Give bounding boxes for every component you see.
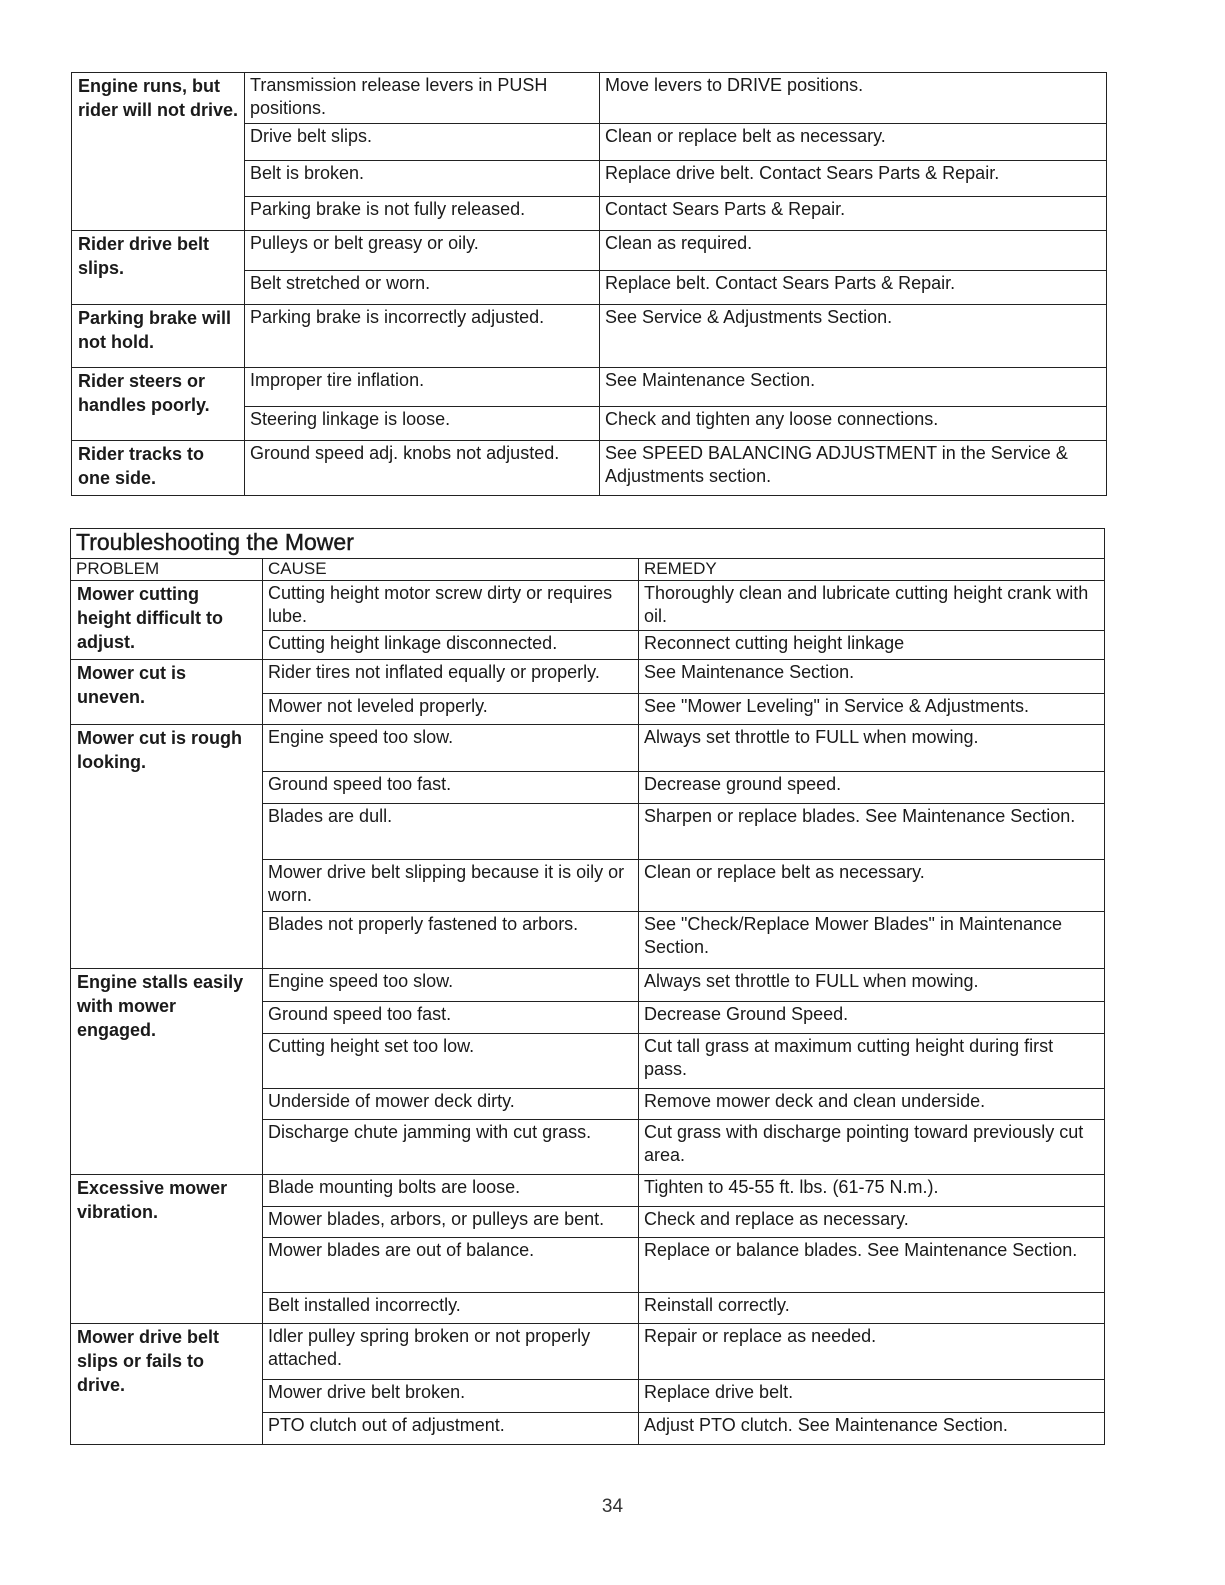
- remedy-cell: Adjust PTO clutch. See Maintenance Section.: [639, 1413, 1105, 1445]
- cause-cell: Mower blades are out of balance.: [263, 1238, 639, 1293]
- problem-cell: Mower cut is uneven.: [71, 660, 263, 725]
- remedy-cell: See "Mower Leveling" in Service & Adjustments.: [639, 694, 1105, 725]
- cause-cell: Parking brake is not fully released.: [245, 197, 600, 231]
- remedy-cell: Decrease ground speed.: [639, 772, 1105, 804]
- problem-cell: Engine runs, but rider will not drive.: [72, 73, 245, 231]
- cause-cell: Blades are dull.: [263, 804, 639, 860]
- table-row: [71, 1324, 1105, 1380]
- cause-cell: Engine speed too slow.: [263, 725, 639, 772]
- remedy-cell: Contact Sears Parts & Repair.: [600, 197, 1107, 231]
- problem-cell: Mower cut is rough looking.: [71, 725, 263, 969]
- cause-cell: Blades not properly fastened to arbors.: [263, 912, 639, 969]
- table-row: [71, 1175, 1105, 1207]
- problem-cell: Mower cutting height difficult to adjust.: [71, 581, 263, 660]
- remedy-cell: Always set throttle to FULL when mowing.: [639, 725, 1105, 772]
- problem-cell: Parking brake will not hold.: [72, 305, 245, 368]
- table-header-row: [71, 559, 1105, 581]
- remedy-cell: See Maintenance Section.: [600, 368, 1107, 407]
- rider-troubleshooting-table: [71, 72, 1107, 496]
- cause-cell: Steering linkage is loose.: [245, 407, 600, 441]
- header-problem: PROBLEM: [71, 559, 263, 581]
- cause-cell: Underside of mower deck dirty.: [263, 1089, 639, 1120]
- remedy-cell: Reinstall correctly.: [639, 1293, 1105, 1324]
- problem-cell: Rider drive belt slips.: [72, 231, 245, 305]
- cause-cell: PTO clutch out of adjustment.: [263, 1413, 639, 1445]
- remedy-cell: Replace drive belt. Contact Sears Parts & Repair.: [600, 161, 1107, 197]
- table-row: [72, 305, 1107, 368]
- remedy-cell: Reconnect cutting height linkage: [639, 631, 1105, 660]
- cause-cell: Mower blades, arbors, or pulleys are bent.: [263, 1207, 639, 1238]
- problem-cell: Engine stalls easily with mower engaged.: [71, 969, 263, 1175]
- cause-cell: Improper tire inflation.: [245, 368, 600, 407]
- cause-cell: Engine speed too slow.: [263, 969, 639, 1002]
- remedy-cell: See SPEED BALANCING ADJUSTMENT in the Service & Adjustments section.: [600, 441, 1107, 496]
- cause-cell: Belt is broken.: [245, 161, 600, 197]
- remedy-cell: Always set throttle to FULL when mowing.: [639, 969, 1105, 1002]
- remedy-cell: Cut grass with discharge pointing toward previously cut area.: [639, 1120, 1105, 1175]
- table-row: [71, 969, 1105, 1002]
- table-row: [71, 725, 1105, 772]
- cause-cell: Ground speed too fast.: [263, 772, 639, 804]
- cause-cell: Discharge chute jamming with cut grass.: [263, 1120, 639, 1175]
- table-row: [72, 368, 1107, 407]
- remedy-cell: See "Check/Replace Mower Blades" in Maintenance Section.: [639, 912, 1105, 969]
- cause-cell: Transmission release levers in PUSH positions.: [245, 73, 600, 124]
- cause-cell: Ground speed too fast.: [263, 1002, 639, 1034]
- table-title-row: [71, 529, 1105, 559]
- problem-cell: Rider steers or handles poorly.: [72, 368, 245, 441]
- table-row: [71, 660, 1105, 694]
- remedy-cell: Check and tighten any loose connections.: [600, 407, 1107, 441]
- cause-cell: Mower drive belt broken.: [263, 1380, 639, 1413]
- remedy-cell: Thoroughly clean and lubricate cutting height crank with oil.: [639, 581, 1105, 631]
- remedy-cell: Check and replace as necessary.: [639, 1207, 1105, 1238]
- remedy-cell: Sharpen or replace blades. See Maintenance Section.: [639, 804, 1105, 860]
- table-row: [72, 441, 1107, 496]
- remedy-cell: Cut tall grass at maximum cutting height during first pass.: [639, 1034, 1105, 1089]
- cause-cell: Cutting height linkage disconnected.: [263, 631, 639, 660]
- cause-cell: Pulleys or belt greasy or oily.: [245, 231, 600, 271]
- cause-cell: Mower not leveled properly.: [263, 694, 639, 725]
- problem-cell: Rider tracks to one side.: [72, 441, 245, 496]
- remedy-cell: Tighten to 45-55 ft. lbs. (61-75 N.m.).: [639, 1175, 1105, 1207]
- cause-cell: Idler pulley spring broken or not properly attached.: [263, 1324, 639, 1380]
- cause-cell: Cutting height set too low.: [263, 1034, 639, 1089]
- cause-cell: Rider tires not inflated equally or properly.: [263, 660, 639, 694]
- remedy-cell: Move levers to DRIVE positions.: [600, 73, 1107, 124]
- table-row: [72, 73, 1107, 124]
- problem-cell: Mower drive belt slips or fails to drive.: [71, 1324, 263, 1445]
- remedy-cell: Remove mower deck and clean underside.: [639, 1089, 1105, 1120]
- section-title: Troubleshooting the Mower: [71, 529, 1105, 559]
- remedy-cell: Replace drive belt.: [639, 1380, 1105, 1413]
- remedy-cell: Replace or balance blades. See Maintenance Section.: [639, 1238, 1105, 1293]
- table-row: [72, 231, 1107, 271]
- remedy-cell: See Service & Adjustments Section.: [600, 305, 1107, 368]
- page-number: 34: [601, 1496, 624, 1517]
- cause-cell: Ground speed adj. knobs not adjusted.: [245, 441, 600, 496]
- cause-cell: Cutting height motor screw dirty or requires lube.: [263, 581, 639, 631]
- problem-cell: Excessive mower vibration.: [71, 1175, 263, 1324]
- cause-cell: Belt installed incorrectly.: [263, 1293, 639, 1324]
- remedy-cell: Clean or replace belt as necessary.: [639, 860, 1105, 912]
- remedy-cell: Clean as required.: [600, 231, 1107, 271]
- table-row: [71, 581, 1105, 631]
- header-remedy: REMEDY: [639, 559, 1105, 581]
- remedy-cell: Clean or replace belt as necessary.: [600, 124, 1107, 161]
- mower-troubleshooting-table: [70, 528, 1105, 1445]
- cause-cell: Belt stretched or worn.: [245, 271, 600, 305]
- cause-cell: Mower drive belt slipping because it is oily or worn.: [263, 860, 639, 912]
- remedy-cell: Repair or replace as needed.: [639, 1324, 1105, 1380]
- cause-cell: Parking brake is incorrectly adjusted.: [245, 305, 600, 368]
- cause-cell: Drive belt slips.: [245, 124, 600, 161]
- remedy-cell: Replace belt. Contact Sears Parts & Repair.: [600, 271, 1107, 305]
- header-cause: CAUSE: [263, 559, 639, 581]
- cause-cell: Blade mounting bolts are loose.: [263, 1175, 639, 1207]
- remedy-cell: See Maintenance Section.: [639, 660, 1105, 694]
- remedy-cell: Decrease Ground Speed.: [639, 1002, 1105, 1034]
